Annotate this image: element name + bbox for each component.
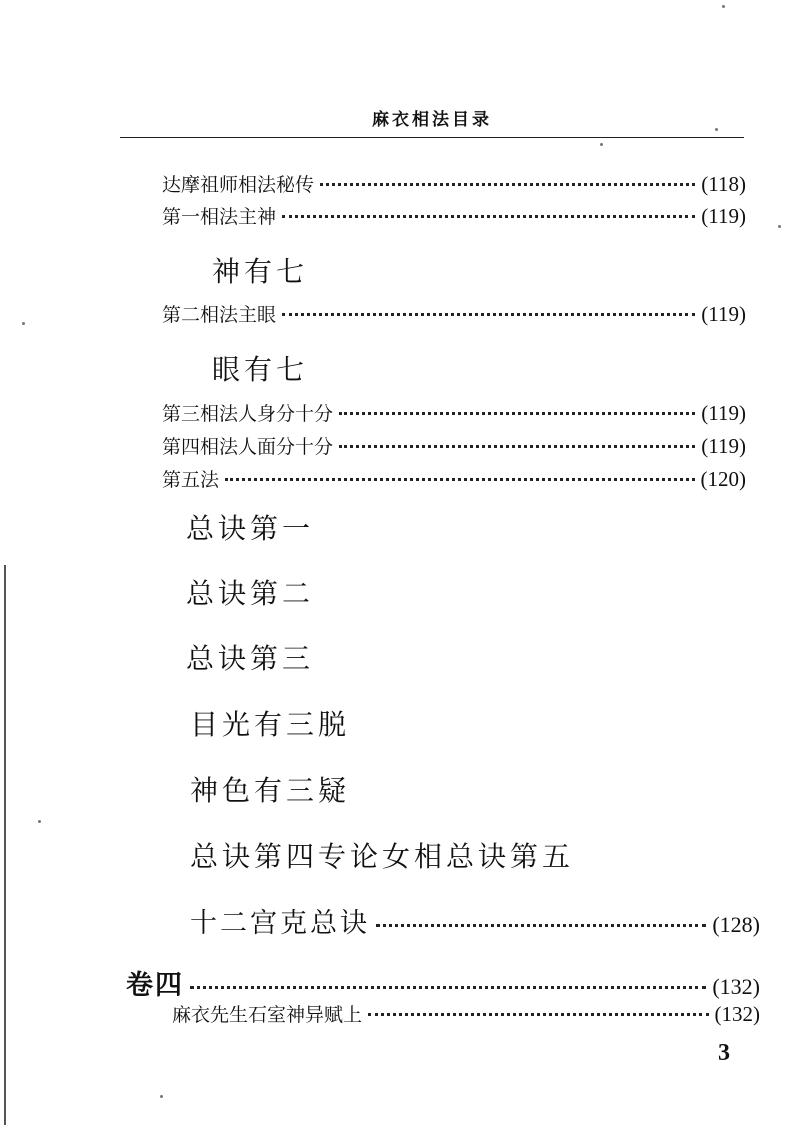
toc-page-number: (119) [701, 434, 746, 458]
scan-speck [715, 128, 718, 131]
scan-speck [722, 5, 725, 8]
scan-speck [600, 143, 603, 146]
scan-speck [778, 225, 781, 228]
toc-volume-entry [126, 963, 760, 1002]
scan-speck [38, 820, 41, 823]
dot-leader [282, 313, 695, 316]
header-rule [120, 137, 744, 138]
toc-entry-label: 十二宫克总诀 [190, 908, 370, 939]
toc-entry-label: 第一相法主神 [162, 206, 277, 228]
toc-entry [162, 465, 746, 492]
scan-speck [160, 1095, 163, 1098]
section-heading: 总诀第四专论女相总诀第五 [190, 840, 575, 873]
toc-entry-label: 第四相法人面分十分 [162, 436, 334, 458]
toc-entry [162, 170, 746, 197]
section-heading: 总诀第二 [186, 577, 315, 610]
section-heading: 总诀第一 [186, 512, 315, 545]
section-heading: 总诀第三 [186, 642, 315, 675]
dot-leader [339, 445, 695, 448]
toc-entry [162, 300, 746, 327]
section-heading: 目光有三脱 [190, 708, 351, 741]
toc-entry [172, 1000, 760, 1027]
toc-page-number: (132) [714, 1002, 760, 1026]
toc-page-number: (119) [701, 204, 746, 228]
toc-entry-label: 卷四 [126, 970, 184, 1001]
dot-leader [282, 215, 695, 218]
toc-entry-label: 第三相法人身分十分 [162, 403, 334, 425]
dot-leader [320, 183, 695, 186]
toc-page-number: (119) [701, 302, 746, 326]
toc-page-number: (128) [712, 912, 760, 937]
toc-page-number: (120) [700, 467, 746, 491]
toc-entry [162, 202, 746, 229]
toc-entry-label: 麻衣先生石室神异赋上 [172, 1004, 363, 1026]
toc-page-number: (118) [701, 172, 746, 196]
dot-leader [339, 412, 695, 415]
dot-leader [225, 478, 694, 481]
dot-leader [376, 924, 706, 927]
toc-page-number: (132) [712, 974, 760, 999]
section-heading: 眼有七 [212, 353, 309, 386]
dot-leader [368, 1013, 708, 1016]
section-heading: 神色有三疑 [190, 774, 351, 807]
section-heading: 神有七 [212, 255, 309, 288]
page-number: 3 [718, 1040, 730, 1066]
dot-leader [190, 986, 706, 989]
toc-entry [190, 901, 760, 940]
running-head: 麻衣相法目录 [372, 110, 492, 130]
toc-entry-label: 达摩祖师相法秘传 [162, 174, 315, 196]
scan-speck [22, 322, 25, 325]
toc-entry [162, 399, 746, 426]
toc-entry-label: 第二相法主眼 [162, 304, 277, 326]
toc-entry-label: 第五法 [162, 469, 220, 491]
scan-page-edge [4, 565, 6, 1125]
toc-page-number: (119) [701, 401, 746, 425]
toc-entry [162, 432, 746, 459]
